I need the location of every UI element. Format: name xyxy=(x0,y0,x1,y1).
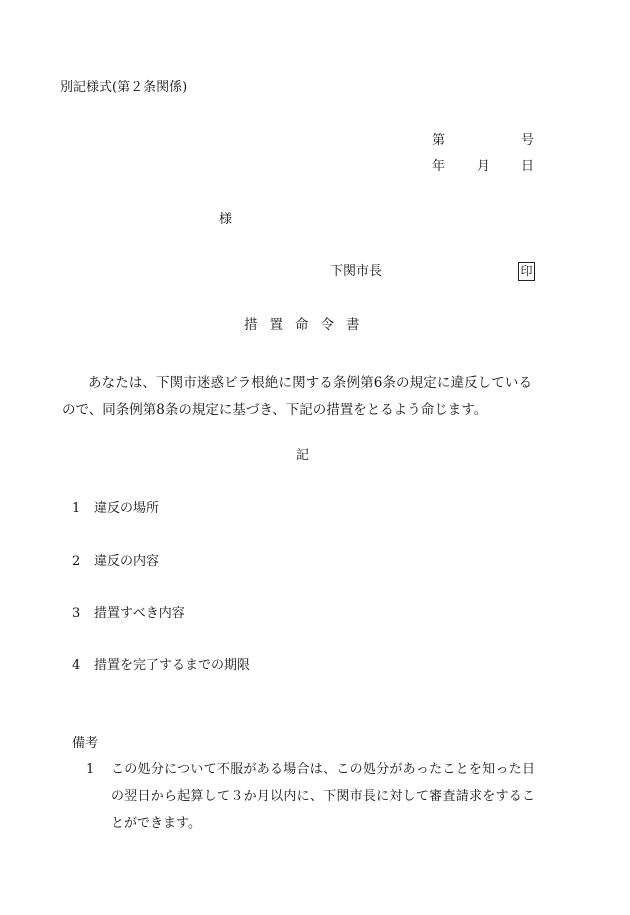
item-label: 違反の内容 xyxy=(94,554,160,569)
addressee-honorific: 様 xyxy=(219,212,233,227)
item-number: 3 xyxy=(72,606,81,621)
seal-mark: 印 xyxy=(518,262,535,281)
number-prefix: 第 xyxy=(432,133,446,148)
date-month: 月 xyxy=(477,159,491,174)
item-label: 措置を完了するまでの期限 xyxy=(94,658,251,673)
list-item xyxy=(72,659,250,672)
issuer-name: 下関市長 xyxy=(330,264,383,279)
date-day: 日 xyxy=(520,159,534,174)
item-number: 2 xyxy=(72,554,81,569)
date-year: 年 xyxy=(432,159,446,174)
number-suffix: 号 xyxy=(520,133,534,148)
document-date xyxy=(432,160,534,174)
document-title: 措置命令書 xyxy=(244,317,372,333)
list-item xyxy=(72,607,185,620)
document-number xyxy=(432,134,534,148)
list-item xyxy=(72,502,159,515)
list-item xyxy=(72,555,159,568)
remark-text: この処分について不服がある場合は、この処分があったことを知った日の翌日から起算して３か月以内に、下関市長に対して審査請求をすることができます。 xyxy=(111,762,535,831)
order-body-text: あなたは、下関市迷惑ビラ根絶に関する条例第6条の規定に違反しているので、同条例第8条の規定に基づき、下記の措置をとるよう命じます。 xyxy=(62,375,532,418)
item-number: 1 xyxy=(72,501,81,516)
form-label: 別記様式(第２条関係) xyxy=(60,80,188,95)
ki-heading: 記 xyxy=(296,448,310,463)
item-label: 違反の場所 xyxy=(94,501,160,516)
item-label: 措置すべき内容 xyxy=(94,606,185,621)
remark-number: 1 xyxy=(86,762,95,777)
remarks-heading: 備考 xyxy=(72,736,99,751)
item-number: 4 xyxy=(72,658,81,673)
